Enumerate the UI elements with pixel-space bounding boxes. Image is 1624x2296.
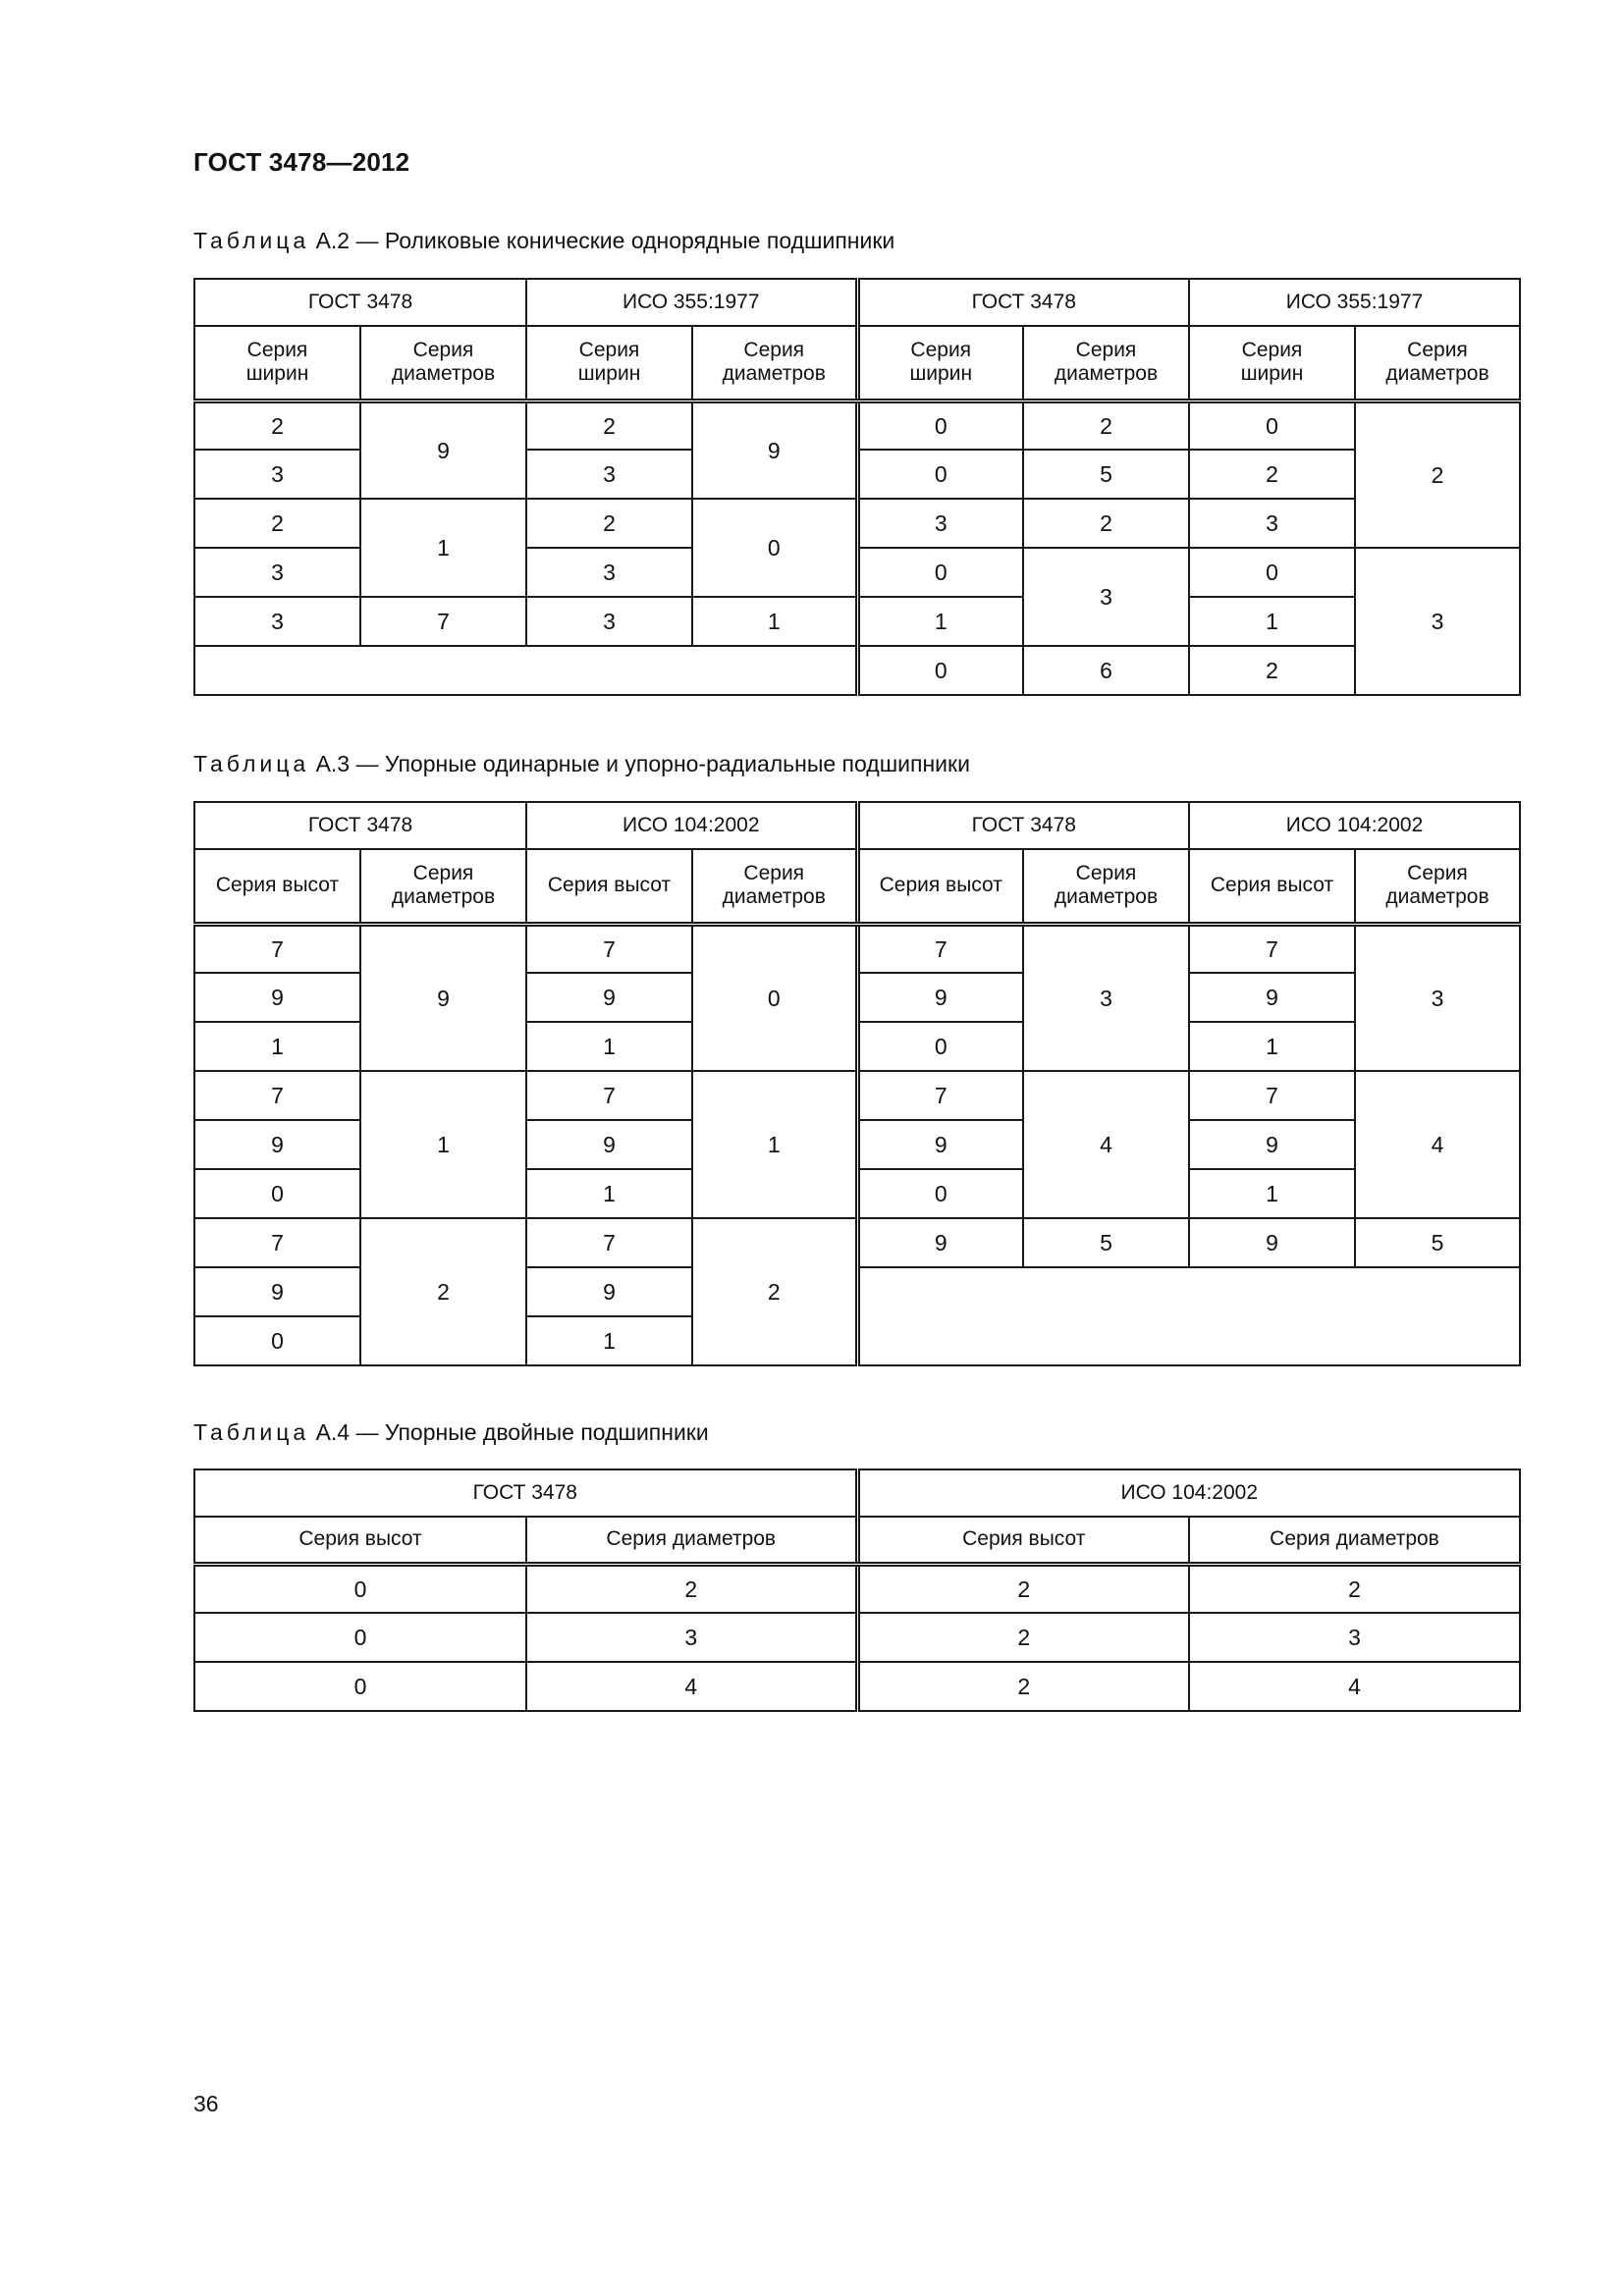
cell: 9 bbox=[194, 1120, 360, 1169]
cell: 0 bbox=[194, 1564, 526, 1613]
cell: 1 bbox=[1189, 1022, 1355, 1071]
cell: 1 bbox=[526, 1316, 692, 1365]
cell: 9 bbox=[1189, 973, 1355, 1022]
header-width-series: Серия ширин bbox=[857, 326, 1023, 400]
cell: 9 bbox=[194, 973, 360, 1022]
table-row bbox=[194, 1662, 1520, 1711]
cell: 7 bbox=[194, 1071, 360, 1120]
cell: 7 bbox=[857, 924, 1023, 973]
table-a4 bbox=[193, 1468, 1521, 1712]
cell: 0 bbox=[857, 1169, 1023, 1218]
table-header-row-1 bbox=[194, 1469, 1520, 1517]
header-diameter-series: Серия диаметров bbox=[1023, 849, 1189, 924]
cell: 0 bbox=[857, 548, 1023, 597]
cell: 9 bbox=[526, 973, 692, 1022]
cell: 3 bbox=[194, 548, 360, 597]
cell: 3 bbox=[1023, 924, 1189, 1071]
cell: 9 bbox=[526, 1120, 692, 1169]
cell: 2 bbox=[194, 499, 360, 548]
cell: 0 bbox=[194, 1169, 360, 1218]
table-header-row-2 bbox=[194, 326, 1520, 400]
cell: 3 bbox=[194, 597, 360, 646]
table-row bbox=[194, 1564, 1520, 1613]
cell: 9 bbox=[857, 1120, 1023, 1169]
header-width-series: Серия ширин bbox=[1189, 326, 1355, 400]
cell: 2 bbox=[857, 1613, 1189, 1662]
cell: 2 bbox=[857, 1662, 1189, 1711]
cell: 4 bbox=[1189, 1662, 1520, 1711]
caption-text: А.4 — Упорные двойные подшипники bbox=[309, 1419, 709, 1445]
table-header-row-1 bbox=[194, 279, 1520, 326]
cell: 4 bbox=[526, 1662, 857, 1711]
table-a3-caption bbox=[193, 751, 970, 777]
cell: 9 bbox=[360, 400, 526, 499]
cell: 9 bbox=[857, 973, 1023, 1022]
cell: 0 bbox=[692, 924, 857, 1071]
cell: 7 bbox=[526, 1218, 692, 1267]
cell: 9 bbox=[692, 400, 857, 499]
cell: 4 bbox=[1023, 1071, 1189, 1218]
header-diameter-series: Серия диаметров bbox=[1355, 849, 1520, 924]
cell: 9 bbox=[1189, 1120, 1355, 1169]
header-iso: ИСО 104:2002 bbox=[857, 1469, 1520, 1517]
header-diameter-series: Серия диаметров bbox=[360, 849, 526, 924]
cell: 3 bbox=[1355, 924, 1520, 1071]
header-diameter-series: Серия диаметров bbox=[692, 849, 857, 924]
cell: 2 bbox=[1189, 1564, 1520, 1613]
cell: 2 bbox=[1355, 400, 1520, 548]
header-width-series: Серия ширин bbox=[526, 326, 692, 400]
cell: 1 bbox=[194, 1022, 360, 1071]
cell: 7 bbox=[194, 1218, 360, 1267]
page-header-title: ГОСТ 3478—2012 bbox=[193, 147, 410, 177]
header-iso: ИСО 355:1977 bbox=[526, 279, 857, 326]
cell: 3 bbox=[1355, 548, 1520, 695]
table-row bbox=[194, 499, 1520, 548]
cell: 0 bbox=[857, 450, 1023, 499]
table-a2-caption bbox=[193, 228, 894, 254]
cell: 1 bbox=[526, 1169, 692, 1218]
cell: 0 bbox=[194, 1613, 526, 1662]
header-iso: ИСО 104:2002 bbox=[526, 802, 857, 849]
cell: 1 bbox=[1189, 1169, 1355, 1218]
cell: 1 bbox=[1189, 597, 1355, 646]
cell: 5 bbox=[1355, 1218, 1520, 1267]
cell: 0 bbox=[194, 1316, 360, 1365]
table-a2 bbox=[193, 278, 1521, 696]
caption-text: А.3 — Упорные одинарные и упорно-радиальные подшипники bbox=[309, 751, 970, 776]
caption-label: Таблица bbox=[193, 1419, 310, 1445]
header-gost: ГОСТ 3478 bbox=[194, 1469, 857, 1517]
cell: 9 bbox=[1189, 1218, 1355, 1267]
cell: 2 bbox=[526, 499, 692, 548]
cell: 0 bbox=[194, 1662, 526, 1711]
table-row bbox=[194, 1218, 1520, 1267]
cell: 0 bbox=[692, 499, 857, 597]
table-a4-caption bbox=[193, 1419, 709, 1446]
cell: 3 bbox=[526, 597, 692, 646]
header-height-series: Серия высот bbox=[194, 1517, 526, 1564]
cell: 0 bbox=[857, 400, 1023, 450]
cell: 3 bbox=[526, 1613, 857, 1662]
header-height-series: Серия высот bbox=[1189, 849, 1355, 924]
table-header-row-2 bbox=[194, 849, 1520, 924]
cell: 3 bbox=[1189, 499, 1355, 548]
caption-label: Таблица bbox=[193, 751, 310, 776]
header-diameter-series: Серия диаметров bbox=[1023, 326, 1189, 400]
header-height-series: Серия высот bbox=[857, 1517, 1189, 1564]
table-row bbox=[194, 1613, 1520, 1662]
cell: 7 bbox=[360, 597, 526, 646]
cell: 9 bbox=[360, 924, 526, 1071]
table-row bbox=[194, 400, 1520, 450]
cell: 1 bbox=[857, 597, 1023, 646]
cell: 2 bbox=[1023, 400, 1189, 450]
header-diameter-series: Серия диаметров bbox=[526, 1517, 857, 1564]
cell: 4 bbox=[1355, 1071, 1520, 1218]
cell: 9 bbox=[194, 1267, 360, 1316]
table-row bbox=[194, 1071, 1520, 1120]
header-iso: ИСО 104:2002 bbox=[1189, 802, 1520, 849]
table-header-row-1 bbox=[194, 802, 1520, 849]
cell: 1 bbox=[360, 1071, 526, 1218]
cell: 7 bbox=[1189, 924, 1355, 973]
table-row bbox=[194, 924, 1520, 973]
cell: 0 bbox=[857, 1022, 1023, 1071]
cell: 1 bbox=[360, 499, 526, 597]
cell: 3 bbox=[526, 548, 692, 597]
header-iso: ИСО 355:1977 bbox=[1189, 279, 1520, 326]
cell: 6 bbox=[1023, 646, 1189, 695]
caption-text: А.2 — Роликовые конические однорядные подшипники bbox=[309, 228, 895, 253]
header-gost: ГОСТ 3478 bbox=[857, 279, 1189, 326]
header-diameter-series: Серия диаметров bbox=[692, 326, 857, 400]
cell: 7 bbox=[526, 924, 692, 973]
cell: 2 bbox=[1023, 499, 1189, 548]
header-gost: ГОСТ 3478 bbox=[194, 802, 526, 849]
cell: 1 bbox=[526, 1022, 692, 1071]
cell: 5 bbox=[1023, 1218, 1189, 1267]
cell: 2 bbox=[692, 1218, 857, 1365]
cell: 9 bbox=[526, 1267, 692, 1316]
header-diameter-series: Серия диаметров bbox=[1189, 1517, 1520, 1564]
cell: 3 bbox=[1023, 548, 1189, 646]
header-height-series: Серия высот bbox=[194, 849, 360, 924]
table-row bbox=[194, 597, 1520, 646]
cell: 7 bbox=[857, 1071, 1023, 1120]
cell: 7 bbox=[194, 924, 360, 973]
cell: 7 bbox=[1189, 1071, 1355, 1120]
page-number: 36 bbox=[193, 2091, 219, 2116]
cell: 0 bbox=[857, 646, 1023, 695]
cell: 3 bbox=[1189, 1613, 1520, 1662]
cell: 0 bbox=[1189, 400, 1355, 450]
cell: 3 bbox=[526, 450, 692, 499]
cell: 7 bbox=[526, 1071, 692, 1120]
header-gost: ГОСТ 3478 bbox=[194, 279, 526, 326]
header-width-series: Серия ширин bbox=[194, 326, 360, 400]
cell: 0 bbox=[1189, 548, 1355, 597]
cell: 1 bbox=[692, 1071, 857, 1218]
cell: 2 bbox=[360, 1218, 526, 1365]
table-header-row-2 bbox=[194, 1517, 1520, 1564]
table-row bbox=[194, 646, 1520, 695]
caption-label: Таблица bbox=[193, 228, 310, 253]
header-gost: ГОСТ 3478 bbox=[857, 802, 1189, 849]
empty-cell bbox=[857, 1267, 1520, 1365]
table-a3 bbox=[193, 801, 1521, 1366]
empty-cell bbox=[194, 646, 857, 695]
header-diameter-series: Серия диаметров bbox=[360, 326, 526, 400]
cell: 2 bbox=[1189, 646, 1355, 695]
header-diameter-series: Серия диаметров bbox=[1355, 326, 1520, 400]
cell: 2 bbox=[526, 1564, 857, 1613]
cell: 2 bbox=[194, 400, 360, 450]
cell: 3 bbox=[857, 499, 1023, 548]
cell: 2 bbox=[526, 400, 692, 450]
header-height-series: Серия высот bbox=[857, 849, 1023, 924]
cell: 5 bbox=[1023, 450, 1189, 499]
cell: 2 bbox=[857, 1564, 1189, 1613]
cell: 1 bbox=[692, 597, 857, 646]
cell: 3 bbox=[194, 450, 360, 499]
cell: 9 bbox=[857, 1218, 1023, 1267]
cell: 2 bbox=[1189, 450, 1355, 499]
header-height-series: Серия высот bbox=[526, 849, 692, 924]
